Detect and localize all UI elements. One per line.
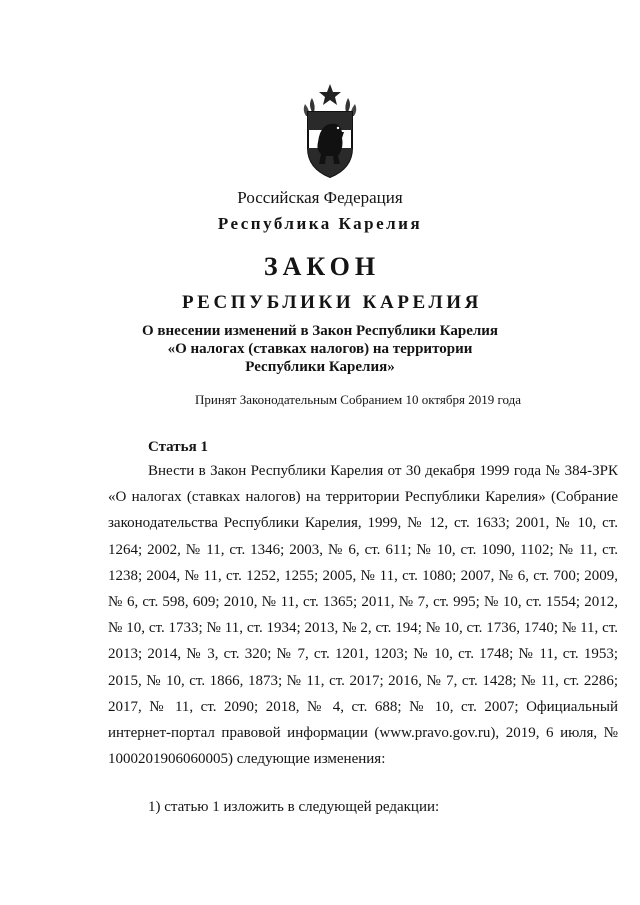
law-title-line: О внесении изменений в Закон Республики Карелия	[141, 323, 499, 339]
article-paragraph: Внести в Закон Республики Карелия от 30 декабря 1999 года № 384-ЗРК «О налогах (ставках налогов) на территории Республики Карелия» (Собрание законодательства Республики Карелия, 1999, № 12, ст. 1633; 2001, № 10, ст. 1264; 2002, № 11, ст. 1346; 2003, № 6, ст. 611; № 10, ст. 1090, 1102; № 11, ст. 1238; 2004, № 11, ст. 1252, 1255; 2005, № 11, ст. 1080; 2007, № 6, ст. 700; 2009, № 6, ст. 598, 609; 2010, № 11, ст. 1365; 2011, № 7, ст. 995; № 10, ст. 1554; 2012, № 10, ст. 1733; № 11, ст. 1934; 2013, № 2, ст. 194; № 10, ст. 1736, 1740; № 11, ст. 2013; 2014, № 3, ст. 320; № 7, ст. 1201, 1203; № 10, ст. 1748; № 11, ст. 1953; 2015, № 10, ст. 1866, 1873; № 11, ст. 2017; 2016, № 7, ст. 1428; № 11, ст. 2286; 2017, № 11, ст. 2090; 2018, № 4, ст. 688; № 10, ст. 2007; Официальный интернет-портал правовой информации (www.pravo.gov.ru), 2019, 6 июля, № 1000201906060005) следующие изменения:	[108, 463, 618, 768]
coat-of-arms-emblem	[300, 82, 360, 180]
adoption-note: Принят Законодательным Собранием 10 октября 2019 года	[194, 392, 522, 407]
country-name: Российская Федерация	[237, 188, 403, 207]
article-item-1: 1) статью 1 изложить в следующей редакции:	[148, 799, 440, 815]
article-body	[108, 458, 618, 772]
law-title-line: «О налогах (ставках налогов) на территории	[167, 341, 473, 357]
article-heading: Статья 1	[148, 439, 208, 455]
document-issuer-heading: РЕСПУБЛИКИ КАРЕЛИЯ	[181, 292, 483, 313]
document-type-heading: ЗАКОН	[263, 252, 381, 281]
law-title-line: Республики Карелия»	[245, 359, 395, 375]
law-title	[0, 322, 640, 376]
republic-name: Республика Карелия	[217, 214, 423, 233]
